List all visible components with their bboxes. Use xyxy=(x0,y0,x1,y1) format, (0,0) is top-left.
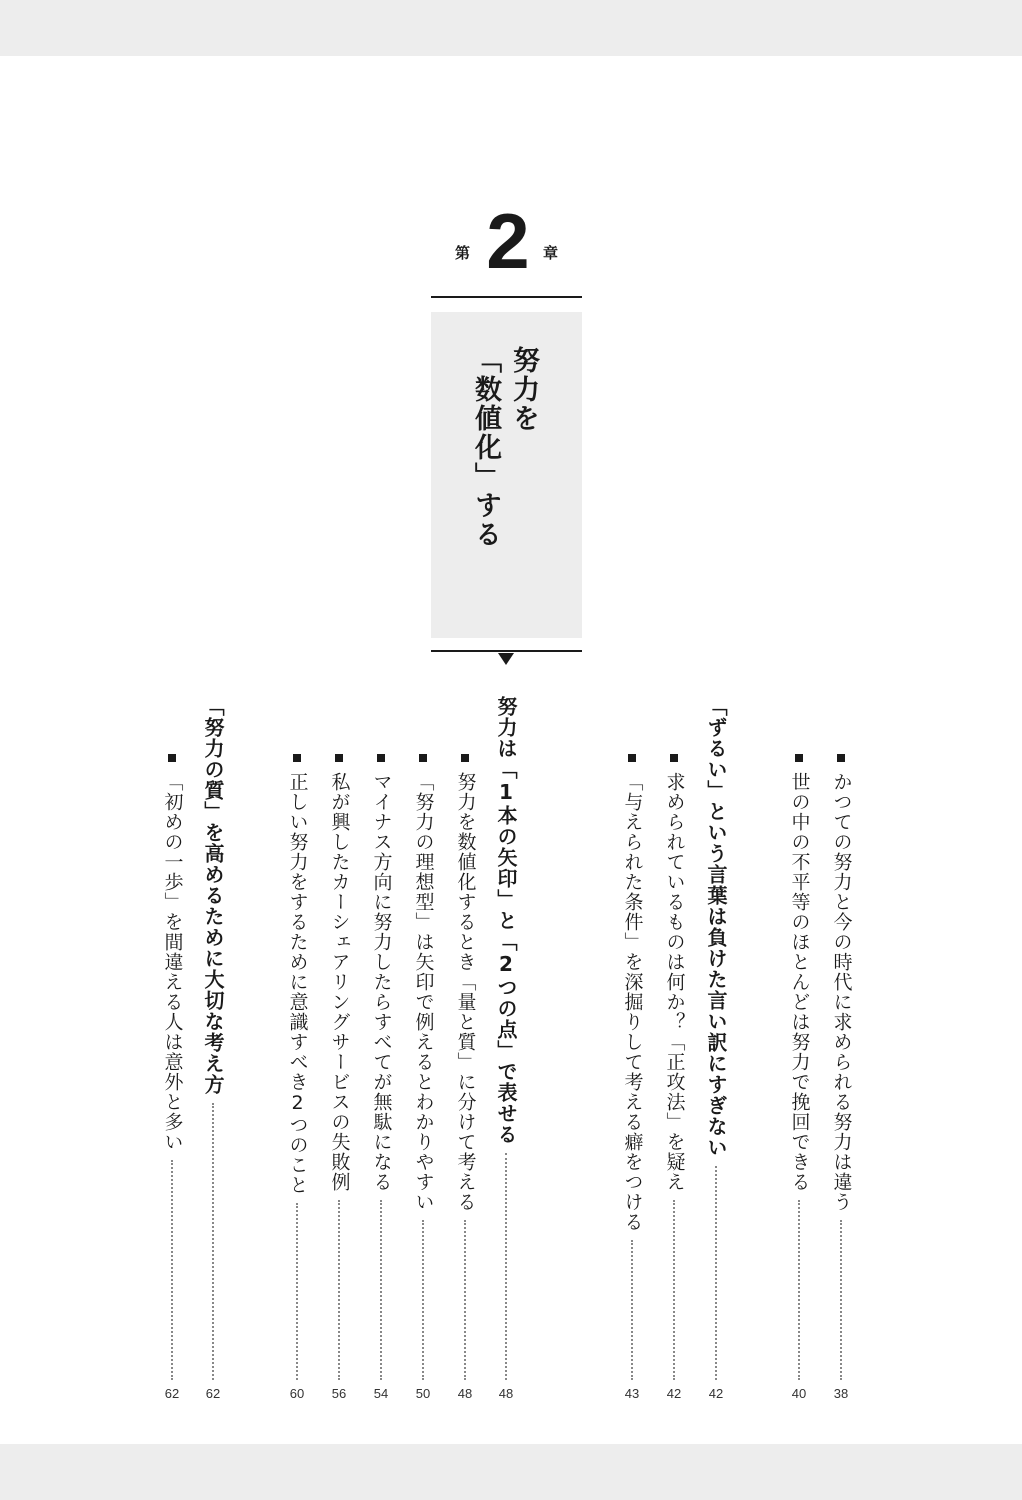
toc-section[interactable] xyxy=(198,696,228,1402)
toc-page-number: 40 xyxy=(791,1386,807,1401)
toc-page-number: 48 xyxy=(498,1386,514,1401)
chapter-prefix: 第 xyxy=(455,244,471,262)
toc-entry-text: 正しい努力をするために意識すべき2つのこと xyxy=(286,772,309,1195)
chapter-number: 2 xyxy=(486,197,530,285)
toc-entry[interactable] xyxy=(282,696,312,1402)
toc-entry-text: 世の中の不平等のほとんどは努力で挽回できる xyxy=(788,772,811,1192)
down-arrow-icon xyxy=(498,653,514,665)
toc-page-number: 43 xyxy=(624,1386,640,1401)
toc-entry-text: 努力を数値化するとき「量と質」に分けて考える xyxy=(454,772,477,1212)
toc-section-text: 努力は「1本の矢印」と「2つの点」で表せる xyxy=(494,696,518,1145)
chapter-title-line-1: 努力を xyxy=(508,346,539,433)
toc-page-number: 50 xyxy=(415,1386,431,1401)
toc-entry-text: 求められているものは何か？「正攻法」を疑え xyxy=(663,772,686,1192)
toc-section[interactable] xyxy=(701,696,731,1402)
square-bullet-icon xyxy=(168,754,176,762)
dot-leader xyxy=(840,1220,842,1380)
toc-entry[interactable] xyxy=(450,696,480,1402)
toc-entry-text: 「初めの一歩」を間違える人は意外と多い xyxy=(161,772,184,1152)
toc-entry[interactable] xyxy=(617,696,647,1402)
toc-section-text: 「ずるい」という言葉は負けた言い訳にすぎない xyxy=(704,696,728,1158)
dot-leader xyxy=(715,1166,717,1380)
toc-entry[interactable] xyxy=(324,696,354,1402)
dot-leader xyxy=(505,1153,507,1380)
bottom-divider xyxy=(431,650,582,652)
toc-entry[interactable] xyxy=(826,696,856,1402)
toc-entry-text: かつての努力と今の時代に求められる努力は違う xyxy=(830,772,853,1212)
toc-page-number: 48 xyxy=(457,1386,473,1401)
dot-leader xyxy=(798,1200,800,1380)
dot-leader xyxy=(296,1203,298,1380)
square-bullet-icon xyxy=(461,754,469,762)
top-divider xyxy=(431,296,582,298)
square-bullet-icon xyxy=(419,754,427,762)
dot-leader xyxy=(212,1103,214,1380)
toc-page-number: 42 xyxy=(708,1386,724,1401)
chapter-title-line-2: 「数値化」する xyxy=(470,346,501,549)
dot-leader xyxy=(171,1160,173,1380)
square-bullet-icon xyxy=(795,754,803,762)
square-bullet-icon xyxy=(628,754,636,762)
chapter-heading xyxy=(431,197,581,286)
toc-section[interactable] xyxy=(491,696,521,1402)
square-bullet-icon xyxy=(837,754,845,762)
toc-page-number: 62 xyxy=(205,1386,221,1401)
dot-leader xyxy=(631,1240,633,1380)
square-bullet-icon xyxy=(293,754,301,762)
toc-entry-text: 「努力の理想型」は矢印で例えるとわかりやすい xyxy=(412,772,435,1212)
toc-entry-text: 「与えられた条件」を深掘りして考える癖をつける xyxy=(621,772,644,1232)
toc-entry-text: マイナス方向に努力したらすべてが無駄になる xyxy=(370,772,393,1192)
dot-leader xyxy=(673,1200,675,1380)
square-bullet-icon xyxy=(335,754,343,762)
book-page xyxy=(0,56,1022,1444)
dot-leader xyxy=(422,1220,424,1380)
toc-page-number: 62 xyxy=(164,1386,180,1401)
toc-entry[interactable] xyxy=(366,696,396,1402)
square-bullet-icon xyxy=(377,754,385,762)
toc-page-number: 38 xyxy=(833,1386,849,1401)
toc-entry[interactable] xyxy=(784,696,814,1402)
dot-leader xyxy=(464,1220,466,1380)
dot-leader xyxy=(338,1200,340,1380)
toc-page-number: 54 xyxy=(373,1386,389,1401)
toc-page-number: 42 xyxy=(666,1386,682,1401)
toc-page-number: 56 xyxy=(331,1386,347,1401)
chapter-suffix: 章 xyxy=(543,244,559,262)
toc-entry-text: 私が興したカーシェアリングサービスの失敗例 xyxy=(328,772,351,1192)
toc-entry[interactable] xyxy=(408,696,438,1402)
toc-entry[interactable] xyxy=(157,696,187,1402)
toc-page-number: 60 xyxy=(289,1386,305,1401)
toc-section-text: 「努力の質」を高めるために大切な考え方 xyxy=(201,696,225,1095)
dot-leader xyxy=(380,1200,382,1380)
square-bullet-icon xyxy=(670,754,678,762)
toc-entry[interactable] xyxy=(659,696,689,1402)
chapter-title-box xyxy=(431,312,582,638)
